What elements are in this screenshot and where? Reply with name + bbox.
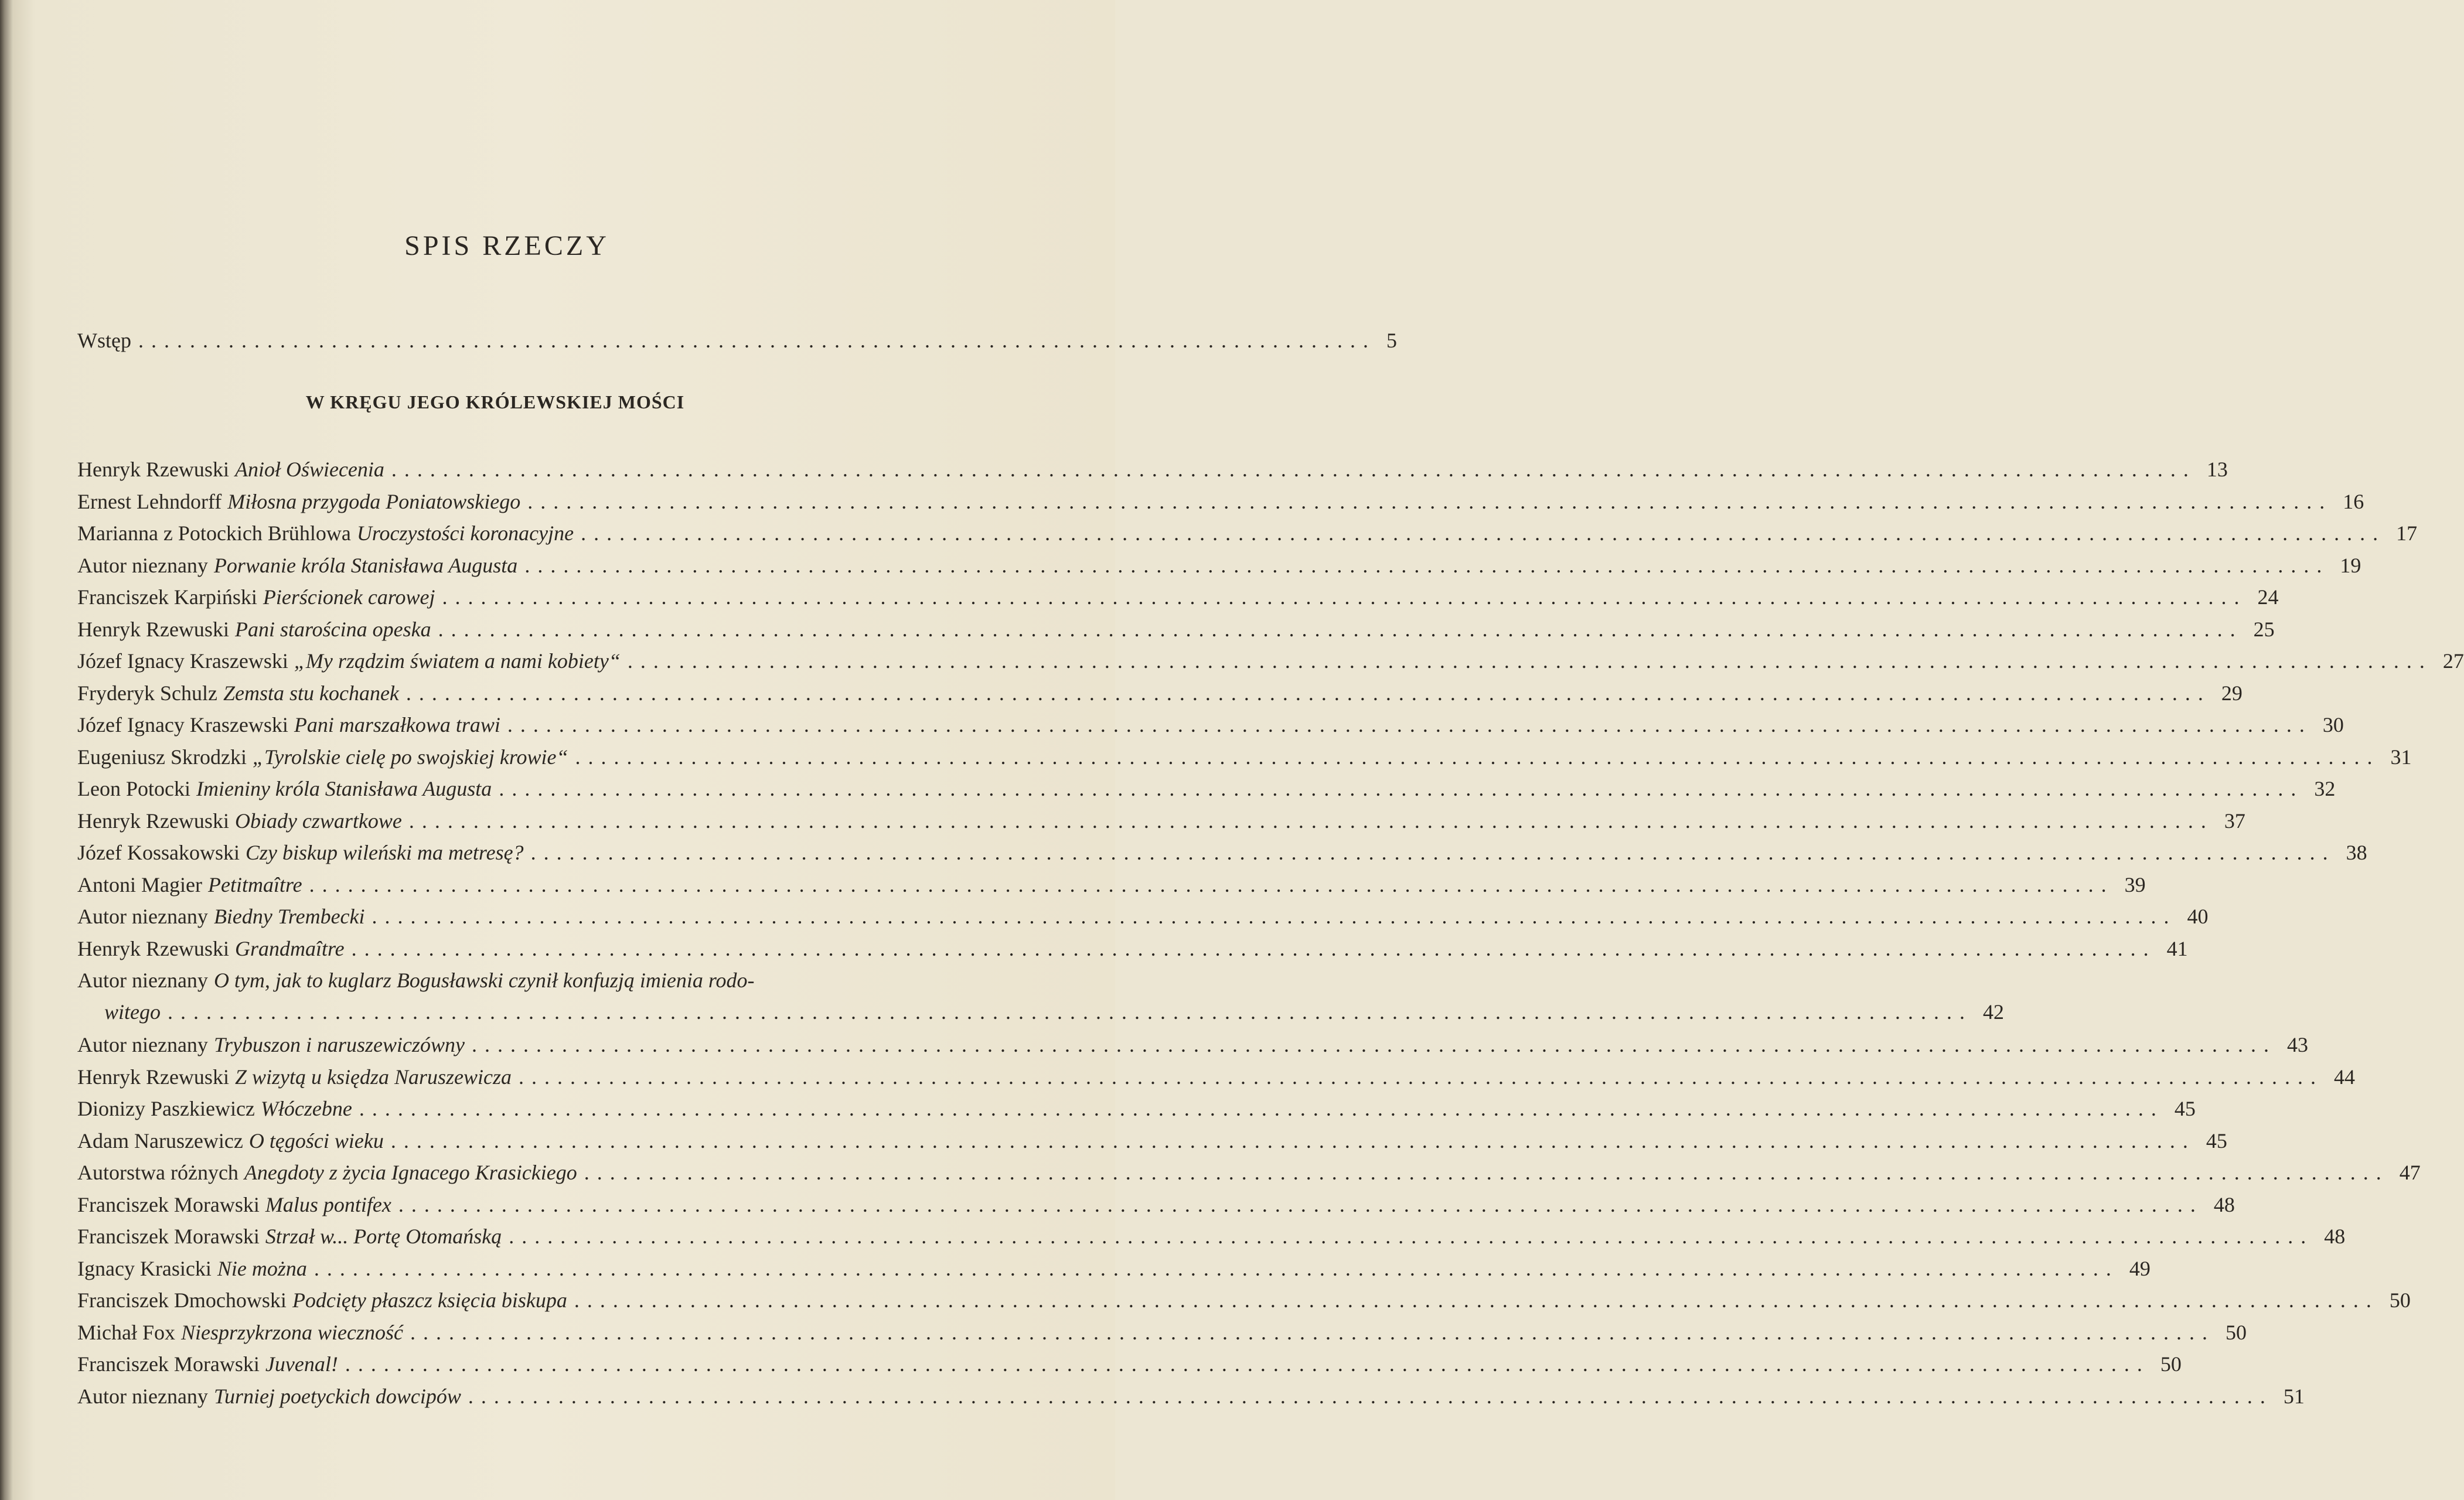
toc-entry (77, 1032, 2308, 1057)
leader-dots: ............................................................................................................................................ (359, 1097, 2164, 1120)
page-number: 39 (2124, 872, 2146, 896)
leader-dots: ............................................................................................................................................ (372, 905, 2177, 928)
entry-author: Ernest Lehndorff (77, 489, 222, 513)
entry-author: Ignacy Krasicki (77, 1256, 212, 1280)
leader-dots: ............................................................................................................................................ (398, 1192, 2203, 1216)
leader-dots: ................................................................................................ (138, 329, 1376, 352)
toc-entry (77, 1352, 2182, 1376)
page-number: 45 (2174, 1097, 2196, 1120)
toc-entry (77, 872, 2146, 897)
entry-title: Pani starościna opeska (234, 617, 431, 641)
entry-title: Petitmaître (207, 872, 302, 896)
entry-author: Franciszek Karpiński (77, 585, 257, 609)
entry-title: Grandmaître (234, 936, 345, 960)
page-number: 17 (2396, 521, 2418, 545)
entry-title: Strzał w... Portę Otomańską (265, 1225, 502, 1248)
entry-title: Obiady czwartkowe (234, 809, 402, 833)
toc-entry (77, 585, 2279, 609)
entry-title: Pierścionek carowej (263, 585, 435, 609)
page-number: 37 (2224, 809, 2245, 833)
page-number: 13 (2206, 458, 2228, 481)
page-number: 24 (2257, 585, 2279, 609)
toc-entry (77, 553, 2361, 578)
toc-entry (77, 1160, 2421, 1185)
toc-entry (77, 776, 2336, 801)
page-number: 44 (2333, 1065, 2355, 1089)
leader-dots: ............................................................................................................................................ (509, 1225, 2314, 1248)
page-number: 38 (2346, 841, 2367, 864)
leader-dots: ............................................................................................................................................ (527, 489, 2333, 513)
page-number: 47 (2399, 1161, 2421, 1184)
leader-dots: ............................................................................................................................................ (442, 585, 2247, 609)
toc-entry (77, 1256, 2151, 1281)
page-number: 43 (2286, 1033, 2308, 1056)
entry-author: Franciszek Dmochowski (77, 1288, 287, 1312)
toc-entry (77, 457, 2228, 482)
leader-dots: ............................................................................................................................................ (530, 841, 2336, 864)
entry-author: Fryderyk Schulz (77, 681, 217, 705)
entry-title: Anioł Oświecenia (234, 458, 384, 481)
page-number: 5 (1386, 329, 1397, 352)
leader-dots: ............................................................................................................................................ (524, 553, 2330, 577)
entry-author: Adam Naruszewicz (77, 1129, 243, 1153)
leader-dots: ............................................................................................................................................ (168, 1000, 1972, 1024)
entry-author: Józef Kossakowski (77, 841, 240, 864)
toc-entry (77, 617, 2275, 642)
leader-dots: ............................................................................................................................................ (410, 1320, 2215, 1344)
toc-entry (77, 1129, 2227, 1153)
toc-entry (77, 840, 2367, 865)
entry-title: Zemsta stu kochanek (223, 681, 399, 705)
entry-title: Podcięty płaszcz księcia biskupa (292, 1288, 567, 1312)
entry-title: Trybuszon i naruszewiczówny (213, 1033, 465, 1056)
page-number: 40 (2187, 905, 2209, 928)
entry-author: Leon Potocki (77, 777, 190, 800)
entry-title: Turniej poetyckich dowcipów (213, 1384, 461, 1408)
toc-entry (77, 1065, 2355, 1089)
toc-entry (77, 1288, 2411, 1312)
entry-title: Miłosna przygoda Poniatowskiego (227, 489, 521, 513)
entry-author: Henryk Rzewuski (77, 458, 229, 481)
leader-dots: ............................................................................................................................................ (584, 1161, 2389, 1184)
entry-title: O tęgości wieku (248, 1129, 384, 1153)
toc-entry (77, 681, 2243, 705)
entry-author: Autor nieznany (77, 1033, 208, 1056)
leader-dots: ............................................................................................................................................ (581, 521, 2386, 545)
entry-author: Marianna z Potockich Brühlowa (77, 521, 351, 545)
leader-dots: ............................................................................................................................................ (574, 1288, 2379, 1312)
entry-title: Porwanie króla Stanisława Augusta (213, 553, 518, 577)
toc-entry (77, 649, 2464, 673)
leader-dots: ............................................................................................................................................ (405, 681, 2211, 705)
page-number: 48 (2324, 1225, 2346, 1248)
page-number: 50 (2225, 1320, 2247, 1344)
page-number: 25 (2253, 617, 2275, 641)
entry-author: Autor nieznany (77, 1384, 208, 1408)
entry-title: Uroczystości koronacyjne (356, 521, 574, 545)
page-number: 50 (2389, 1288, 2411, 1312)
entry-title: „My rządzim światem a nami kobiety“ (294, 649, 621, 673)
toc-entry-continuation (104, 1000, 2004, 1024)
entry-title: Włóczebne (260, 1097, 352, 1120)
entry-author: Autor nieznany (77, 969, 208, 992)
leader-dots: ............................................................................................................................................ (627, 649, 2432, 673)
leader-dots: ............................................................................................................................................ (499, 777, 2304, 800)
toc-entry (77, 1224, 2346, 1249)
toc-entry (77, 521, 2418, 546)
toc-entry (77, 1320, 2247, 1345)
page-number: 48 (2213, 1192, 2235, 1216)
page-number: 29 (2221, 681, 2243, 705)
entry-title: Niesprzykrzona wieczność (181, 1320, 403, 1344)
leader-dots: ............................................................................................................................................ (345, 1352, 2150, 1376)
intro-label: Wstęp (77, 329, 131, 352)
leader-dots: ............................................................................................................................................ (518, 1065, 2323, 1089)
entry-title: Czy biskup wileński ma metresę? (245, 841, 524, 864)
entry-title: Malus pontifex (265, 1192, 391, 1216)
leader-dots: ............................................................................................................................................ (309, 872, 2114, 896)
leader-dots: ............................................................................................................................................ (408, 809, 2214, 833)
page-title: SPIS RZECZY (404, 230, 609, 261)
toc-entry (77, 489, 2364, 514)
entry-author: Henryk Rzewuski (77, 1065, 229, 1089)
entry-author: Eugeniusz Skrodzki (77, 745, 247, 769)
entry-author: Józef Ignacy Kraszewski (77, 649, 288, 673)
toc-entry (77, 712, 2344, 737)
entry-author: Józef Ignacy Kraszewski (77, 713, 288, 737)
leader-dots: ............................................................................................................................................ (507, 713, 2312, 737)
toc-entry (77, 809, 2245, 833)
entry-title: Imieniny króla Stanisława Augusta (196, 777, 492, 800)
page-number: 41 (2166, 936, 2188, 960)
leader-dots: ............................................................................................................................................ (313, 1256, 2119, 1280)
entry-title: Z wizytą u księdza Naruszewicza (234, 1065, 512, 1089)
entry-author: Dionizy Paszkiewicz (77, 1097, 255, 1120)
entry-title: Pani marszałkowa trawi (294, 713, 500, 737)
entry-author: Franciszek Morawski (77, 1225, 260, 1248)
page-number: 32 (2314, 777, 2336, 800)
page-number: 51 (2283, 1384, 2305, 1408)
leader-dots: ............................................................................................................................................ (471, 1033, 2276, 1056)
entry-author: Michał Fox (77, 1320, 175, 1344)
page-number: 16 (2343, 489, 2364, 513)
toc-entry (77, 1192, 2235, 1217)
entry-author: Franciszek Morawski (77, 1352, 260, 1376)
entry-author: Antoni Magier (77, 872, 202, 896)
entry-title: O tym, jak to kuglarz Bogusławski czynił konfuzją imienia rodo- (213, 969, 755, 992)
entry-author: Franciszek Morawski (77, 1192, 260, 1216)
entry-author: Autor nieznany (77, 553, 208, 577)
entry-author: Autor nieznany (77, 905, 208, 928)
toc-entry (77, 745, 2412, 769)
toc-entry (77, 1096, 2196, 1121)
leader-dots: ............................................................................................................................................ (351, 936, 2156, 960)
entry-title-continuation: witego (104, 1000, 161, 1024)
page-number: 31 (2390, 745, 2412, 769)
leader-dots: ............................................................................................................................................ (575, 745, 2380, 769)
entry-author: Autorstwa różnych (77, 1161, 238, 1184)
page-number: 45 (2206, 1129, 2227, 1153)
leader-dots: ............................................................................................................................................ (391, 458, 2196, 481)
leader-dots: ............................................................................................................................................ (390, 1129, 2196, 1153)
entry-author: Henryk Rzewuski (77, 809, 229, 833)
toc-entry (77, 1384, 2305, 1409)
page-number: 30 (2322, 713, 2344, 737)
entry-title: Nie można (217, 1256, 307, 1280)
toc-entry (77, 936, 2188, 961)
page-number: 19 (2340, 553, 2361, 577)
entry-title: „Tyrolskie cielę po swojskiej krowie“ (252, 745, 568, 769)
leader-dots: ............................................................................................................................................ (468, 1384, 2273, 1408)
leader-dots: ............................................................................................................................................ (438, 617, 2243, 641)
entry-title: Anegdoty z życia Ignacego Krasickiego (244, 1161, 577, 1184)
toc-entry (77, 968, 1015, 993)
page-number: 49 (2129, 1256, 2151, 1280)
entry-author: Henryk Rzewuski (77, 617, 229, 641)
entry-title: Juvenal! (265, 1352, 338, 1376)
page-number: 27 (2442, 649, 2464, 673)
section-heading: W KRĘGU JEGO KRÓLEWSKIEJ MOŚCI (305, 391, 685, 412)
page-number: 50 (2160, 1352, 2182, 1376)
entry-author: Henryk Rzewuski (77, 936, 229, 960)
toc-entry (77, 904, 2209, 929)
page-number: 42 (1983, 1000, 2004, 1024)
entry-title: Biedny Trembecki (213, 905, 365, 928)
